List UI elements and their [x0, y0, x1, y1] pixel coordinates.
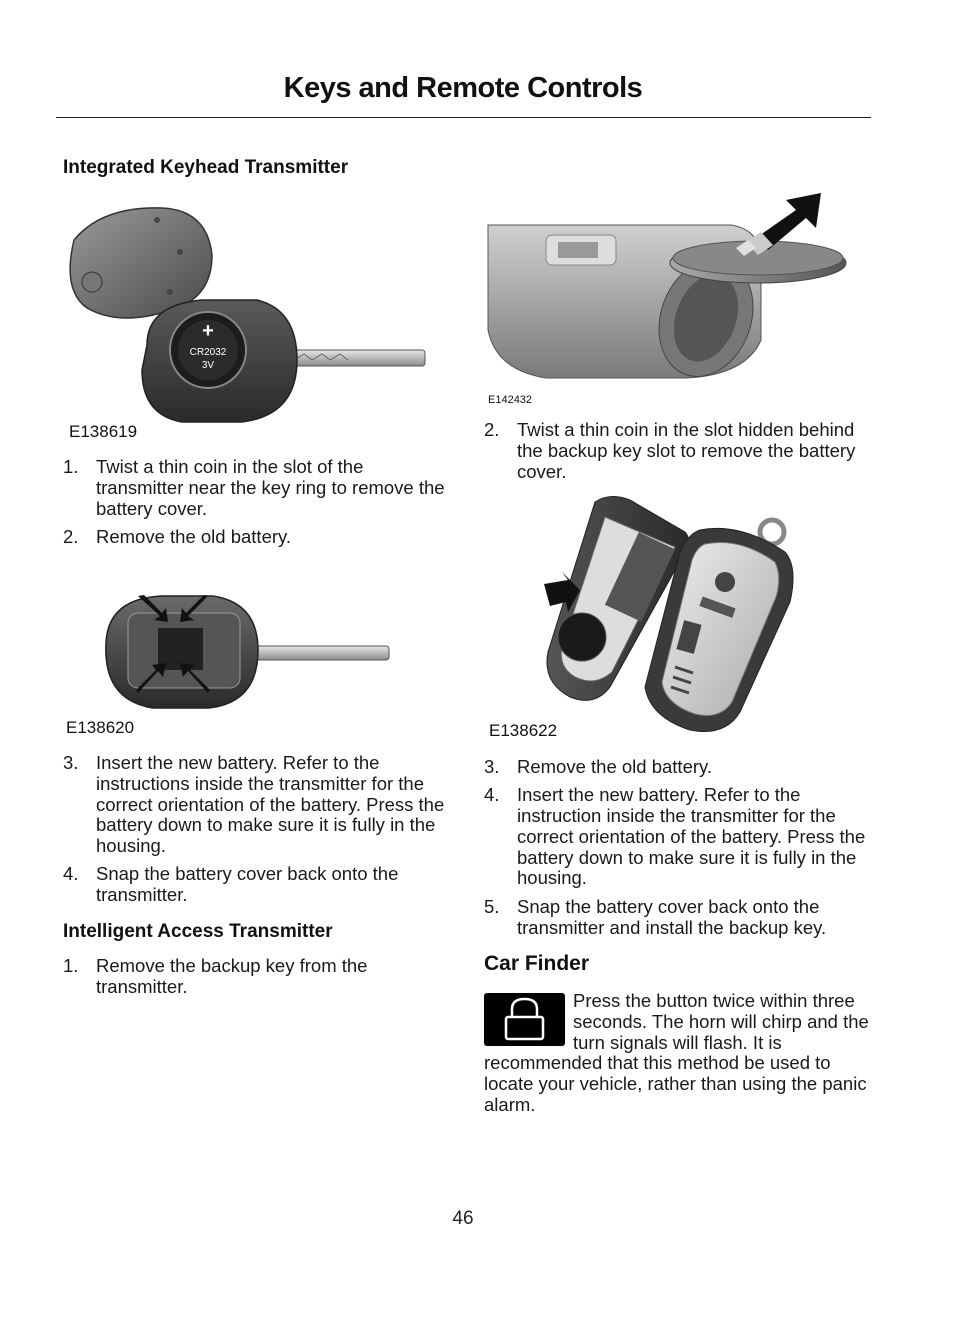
figure-code-e138622: E138622: [489, 721, 558, 740]
step-text: Remove the old battery.: [96, 525, 292, 547]
figure-code-e138620: E138620: [66, 718, 135, 737]
step-number: 1.: [63, 456, 79, 477]
list-item: [63, 956, 448, 998]
steps-list-e: [484, 757, 869, 946]
step-number: 3.: [484, 756, 500, 777]
title-rule: [56, 117, 871, 118]
step-text: Twist a thin coin in the slot hidden behind the backup key slot to remove the battery cover.: [517, 419, 856, 482]
list-item: [484, 897, 869, 939]
step-number: 4.: [63, 863, 79, 885]
step-text: Twist a thin coin in the slot of the transmitter near the key ring to remove the battery cover.: [96, 456, 445, 519]
steps-list-a: [63, 457, 448, 555]
list-item: [63, 864, 448, 906]
steps-list-d: [484, 420, 869, 490]
page-title: Keys and Remote Controls: [283, 72, 643, 104]
car-finder-text: Press the button twice within three seconds. The horn will chirp and the turn signals will flash. It is recommended that this method be used to locate your vehicle, rather than using the panic alarm.: [484, 990, 869, 1115]
step-text: Remove the backup key from the transmitter.: [96, 955, 368, 997]
figure-code-e142432: E142432: [488, 394, 533, 406]
figure-code-e138619: E138619: [69, 422, 138, 441]
page-number: 46: [452, 1208, 474, 1229]
step-number: 2.: [484, 419, 500, 440]
figure-intelligent-access-coin-slot: [486, 190, 848, 385]
step-number: 5.: [484, 895, 500, 917]
figure-keyhead-battery-release: [98, 588, 393, 713]
step-number: 4.: [484, 784, 500, 806]
figure-intelligent-access-battery: [540, 492, 800, 737]
section-heading-integrated-keyhead: Integrated Keyhead Transmitter: [63, 157, 349, 178]
list-item: [63, 457, 448, 519]
list-item: [484, 757, 869, 778]
car-finder-paragraph: [484, 991, 869, 1116]
list-item: [484, 785, 869, 889]
list-item: [63, 527, 448, 548]
steps-list-c: [63, 956, 448, 1005]
section-heading-car-finder: Car Finder: [484, 952, 590, 975]
figure-keyhead-battery-cover: [62, 200, 432, 425]
step-text: Snap the battery cover back onto the transmitter.: [96, 863, 399, 906]
step-text: Remove the old battery.: [517, 756, 713, 777]
list-item: [484, 420, 869, 482]
step-number: 2.: [63, 525, 79, 547]
step-text: Snap the battery cover back onto the transmitter and install the backup key.: [517, 895, 827, 938]
battery-voltage-label: 3V: [201, 360, 215, 371]
battery-model-label: CR2032: [189, 347, 227, 358]
section-heading-intelligent-access: Intelligent Access Transmitter: [63, 921, 333, 942]
step-number: 1.: [63, 955, 79, 976]
list-item: [63, 753, 448, 857]
steps-list-b: [63, 753, 448, 914]
step-number: 3.: [63, 752, 79, 773]
step-text: Insert the new battery. Refer to the instructions inside the transmitter for the correct orientation of the battery. Press the battery down to make sure it is fully in the housing.: [96, 752, 445, 857]
step-text: Insert the new battery. Refer to the instruction inside the transmitter for the correct orientation of the battery. Press the battery down to make sure it is fully in the housing.: [517, 784, 866, 889]
battery-plus-label: +: [202, 320, 214, 342]
